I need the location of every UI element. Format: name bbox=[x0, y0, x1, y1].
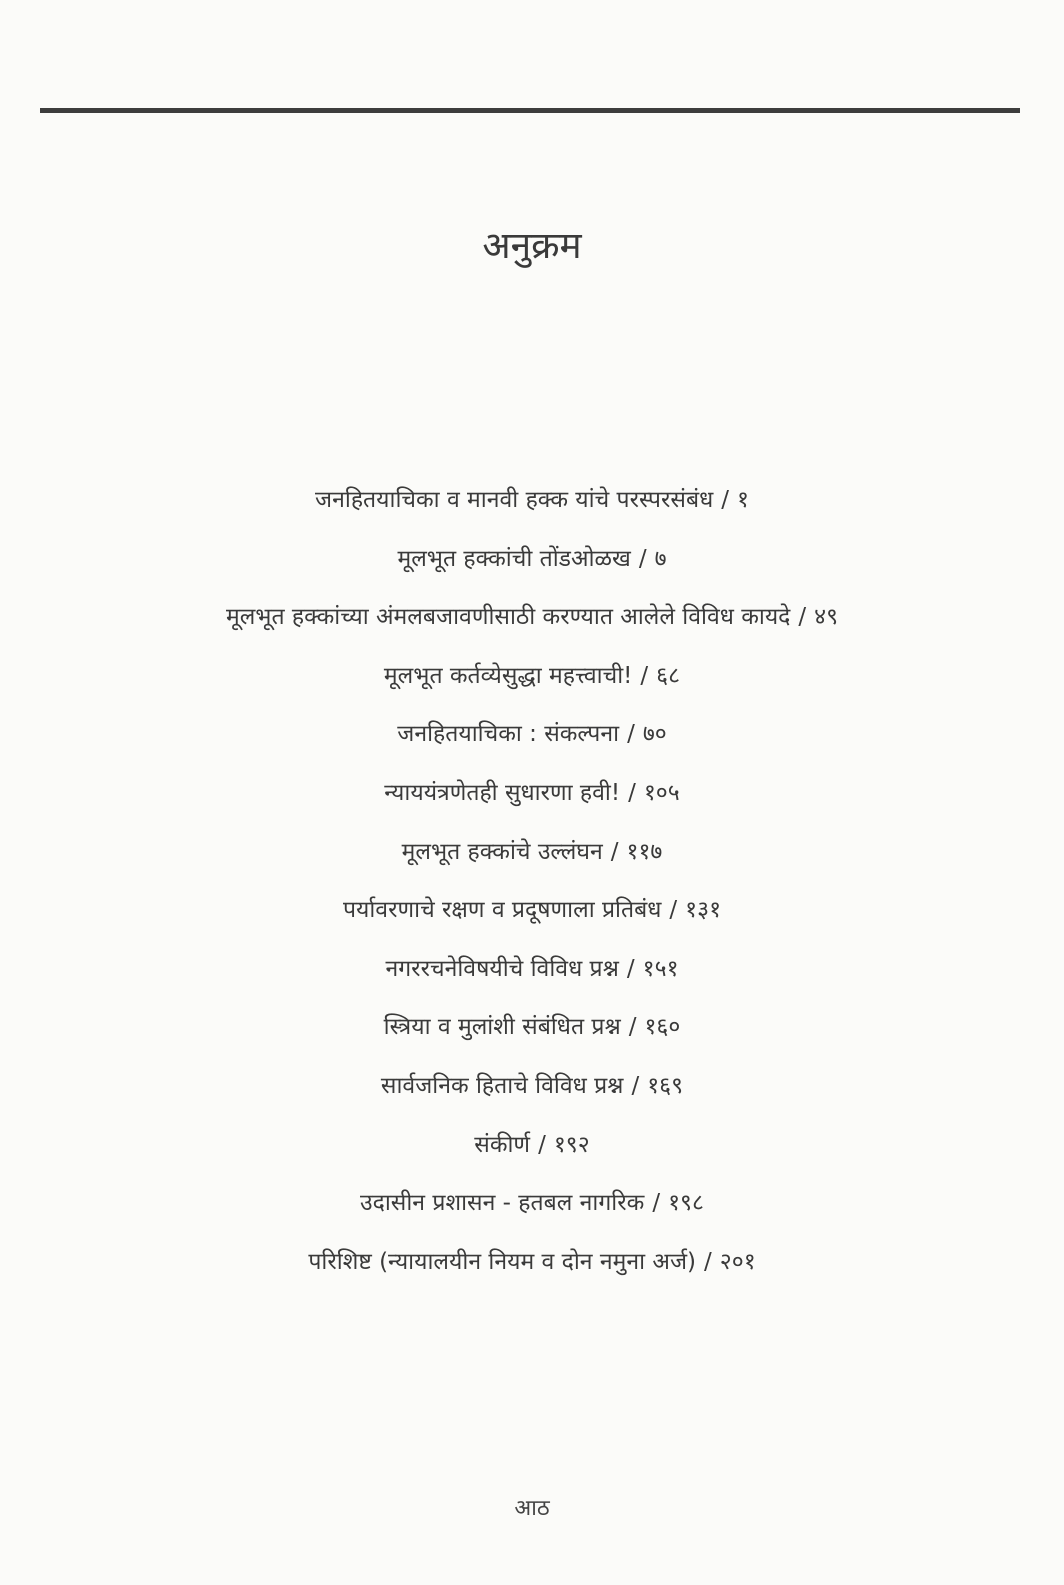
toc-entry bbox=[0, 712, 1064, 771]
toc-entry-page: १ bbox=[736, 487, 749, 513]
toc-entry-page: ११७ bbox=[626, 838, 663, 865]
toc-entry-title: जनहितयाचिका व मानवी हक्क यांचे परस्परसंबंध bbox=[315, 487, 714, 513]
toc-entry-page: ४९ bbox=[814, 604, 839, 631]
toc-separator: / bbox=[627, 721, 635, 748]
toc-entry bbox=[0, 1181, 1064, 1240]
toc-entry-title: मूलभूत हक्कांची तोंडओळख bbox=[397, 545, 631, 572]
toc-separator: / bbox=[626, 955, 635, 982]
toc-separator: / bbox=[669, 897, 678, 924]
page-number: आठ bbox=[514, 1496, 550, 1521]
toc-entry-title: न्याययंत्रणेतही सुधारणा हवी! bbox=[384, 779, 621, 806]
toc-entry bbox=[0, 654, 1064, 713]
toc-separator: / bbox=[628, 1014, 637, 1041]
toc-entry bbox=[0, 595, 1064, 654]
toc-entry bbox=[0, 478, 1064, 537]
toc-entry-page: १९८ bbox=[668, 1190, 704, 1217]
toc-entry bbox=[0, 1064, 1064, 1123]
toc-entry-title: सार्वजनिक हिताचे विविध प्रश्न bbox=[380, 1072, 624, 1099]
table-of-contents bbox=[0, 478, 1064, 1298]
toc-entry-page: १५१ bbox=[642, 955, 679, 982]
top-rule bbox=[40, 108, 1020, 113]
toc-entry-page: ६८ bbox=[656, 662, 681, 689]
toc-entry-title: पर्यावरणाचे रक्षण व प्रदूषणाला प्रतिबंध bbox=[342, 897, 662, 924]
toc-separator: / bbox=[631, 1072, 640, 1099]
toc-separator: / bbox=[610, 838, 619, 865]
toc-entry-page: १०५ bbox=[643, 779, 680, 806]
toc-separator: / bbox=[628, 779, 636, 806]
toc-entry bbox=[0, 1123, 1064, 1182]
toc-separator: / bbox=[704, 1248, 712, 1275]
toc-entry bbox=[0, 830, 1064, 889]
toc-entry-page: ७ bbox=[654, 545, 667, 572]
toc-entry bbox=[0, 537, 1064, 596]
toc-entry-title: संकीर्ण bbox=[474, 1131, 531, 1158]
toc-entry-title: मूलभूत हक्कांच्या अंमलबजावणीसाठी करण्यात आलेले विविध कायदे bbox=[225, 604, 791, 631]
toc-separator: / bbox=[652, 1190, 661, 1217]
toc-separator: / bbox=[798, 604, 807, 631]
toc-separator: / bbox=[538, 1131, 546, 1158]
toc-separator: / bbox=[638, 545, 647, 572]
toc-entry-page: १९२ bbox=[553, 1131, 590, 1158]
toc-separator: / bbox=[721, 487, 729, 513]
toc-entry-title: परिशिष्ट (न्यायालयीन नियम व दोन नमुना अर्ज) bbox=[308, 1248, 697, 1275]
toc-entry-page: ७० bbox=[642, 721, 667, 748]
toc-entry-page: १६० bbox=[644, 1014, 681, 1041]
toc-entry bbox=[0, 888, 1064, 947]
toc-entry-title: उदासीन प्रशासन - हतबल नागरिक bbox=[360, 1190, 645, 1217]
toc-entry bbox=[0, 1005, 1064, 1064]
toc-entry bbox=[0, 1240, 1064, 1299]
toc-entry bbox=[0, 947, 1064, 1006]
toc-entry-page: १६९ bbox=[647, 1072, 684, 1099]
toc-entry-page: २०१ bbox=[719, 1248, 756, 1275]
toc-entry-title: जनहितयाचिका : संकल्पना bbox=[397, 721, 620, 748]
toc-entry-page: १३१ bbox=[685, 897, 722, 924]
page-title: अनुक्रम bbox=[482, 224, 582, 267]
toc-entry-title: नगररचनेविषयीचे विविध प्रश्न bbox=[385, 955, 619, 982]
toc-entry bbox=[0, 771, 1064, 830]
toc-entry-title: मूलभूत कर्तव्येसुद्धा महत्त्वाची! bbox=[383, 662, 633, 689]
toc-entry-title: स्त्रिया व मुलांशी संबंधित प्रश्न bbox=[383, 1014, 621, 1041]
toc-entry-title: मूलभूत हक्कांचे उल्लंघन bbox=[401, 838, 603, 865]
toc-separator: / bbox=[640, 662, 649, 689]
